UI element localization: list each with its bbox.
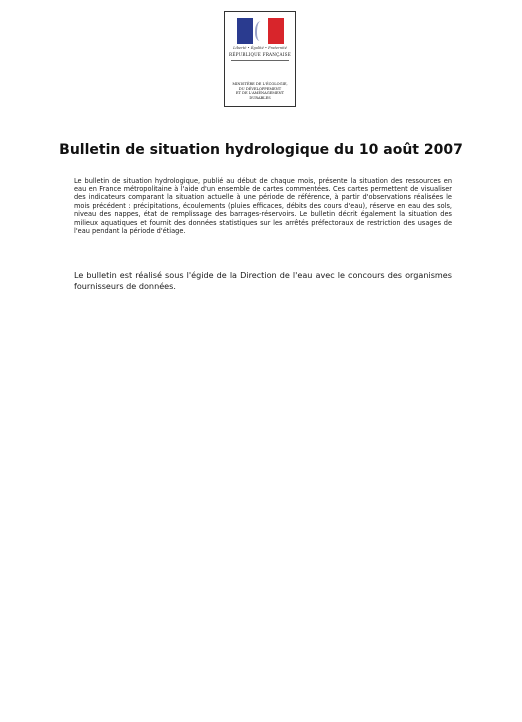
- credits-paragraph: Le bulletin est réalisé sous l'égide de la Direction de l'eau avec le concours des organismes fournisseurs de données.: [74, 270, 452, 292]
- logo-motto: Liberté • Égalité • Fraternité: [233, 46, 287, 50]
- logo-republic-name: RÉPUBLIQUE FRANÇAISE: [229, 52, 291, 57]
- intro-paragraph: Le bulletin de situation hydrologique, publié au début de chaque mois, présente la situation des ressources en eau en France métropolitaine à l'aide d'un ensemble de cartes commentées. Ces cartes permettent de visualiser des indicateurs comparant la situation actuelle à une période de référence, à partir d'observations réalisées le mois précédent : précipitations, écoulements (pluies efficaces, débits des cours d'eau), réserve en eau des sols, niveau des nappes, état de remplissage des barrages-réservoirs. Le bulletin décrit également la situation des milieux aquatiques et fournit des données statistiques sur les arrêtés préfectoraux de restriction des usages de l'eau pendant la période d'étiage.: [74, 176, 452, 236]
- logo-ministry-name: [225, 82, 295, 100]
- french-flag-icon: [237, 18, 284, 44]
- ministry-line: DURABLES: [249, 95, 271, 100]
- republique-francaise-logo: [224, 11, 296, 107]
- document-title: Bulletin de situation hydrologique du 10 août 2007: [59, 142, 463, 158]
- ministry-line: ET DE L'AMÉNAGEMENT: [235, 91, 285, 96]
- logo-divider: [231, 60, 289, 61]
- ministry-line: DU DÉVELOPPEMENT: [238, 86, 282, 91]
- ministry-line: MINISTÈRE DE L'ÉCOLOGIE,: [232, 82, 288, 86]
